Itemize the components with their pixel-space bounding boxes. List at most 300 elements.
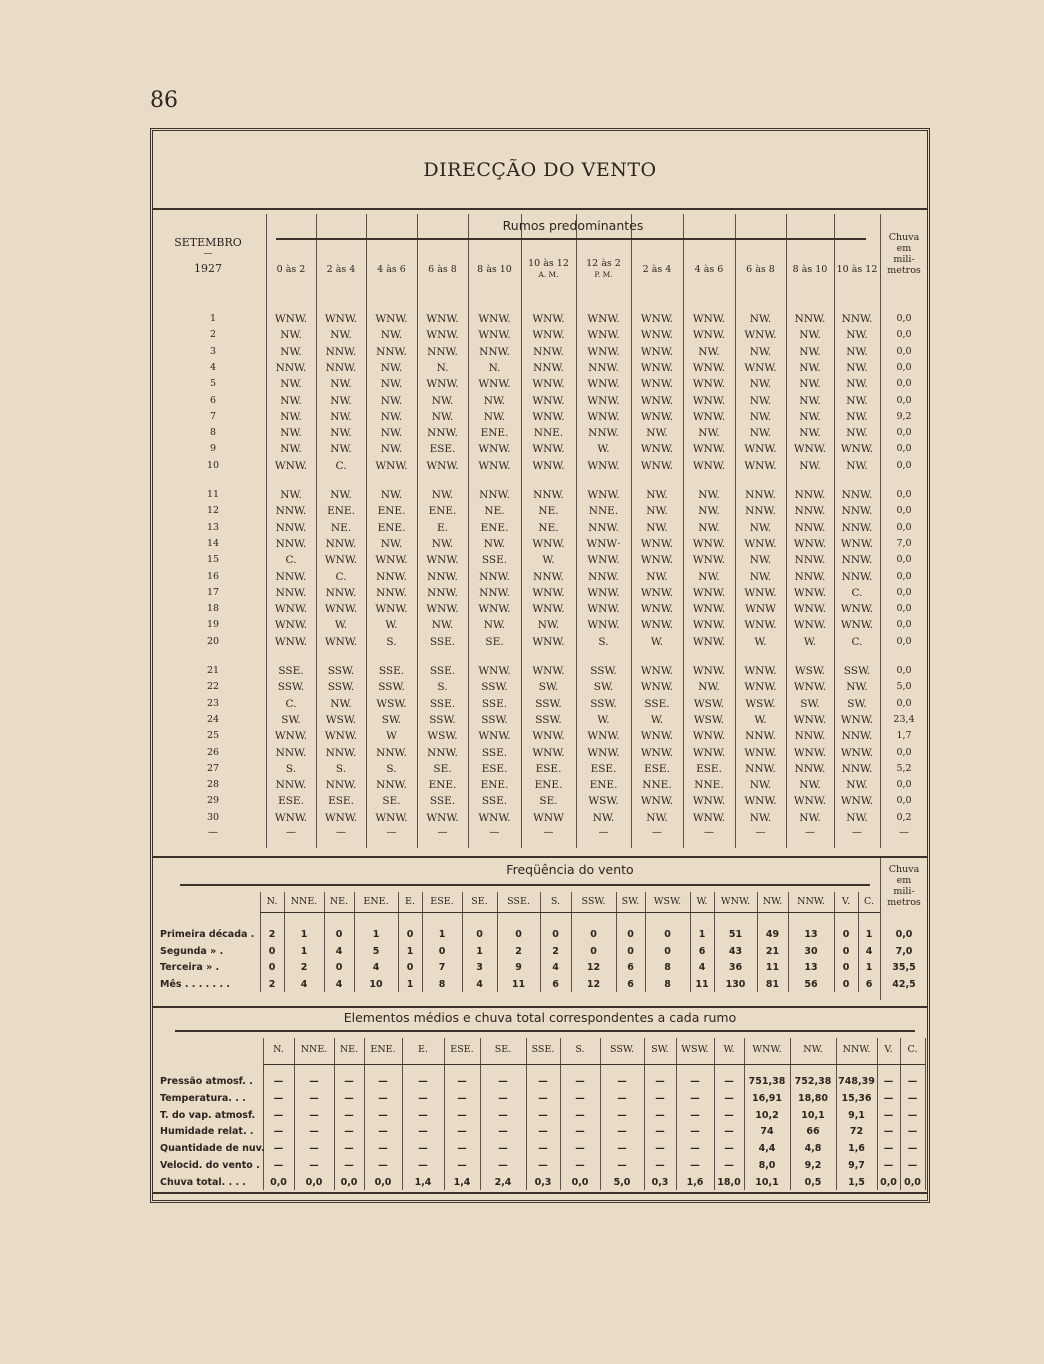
wind-direction-cell: WNW. (692, 361, 726, 374)
element-cell: — (538, 1126, 548, 1138)
direction-header: NNW. (842, 1044, 871, 1055)
wind-direction-cell: ESE. (535, 762, 562, 775)
frequency-cell: 4 (698, 962, 706, 973)
wind-direction-cell: SSE. (481, 554, 508, 567)
wind-direction-cell: WNW. (587, 746, 620, 759)
frequency-cell: 1 (865, 929, 873, 940)
frequency-cell: 4 (865, 945, 873, 957)
rain-cell: 5,0 (896, 681, 912, 693)
day-number: 23 (206, 697, 220, 709)
wind-direction-cell: S. (335, 762, 347, 775)
wind-direction-cell: NNW. (479, 489, 510, 501)
rain-cell: 0,0 (896, 521, 912, 533)
rumos-heading: Rumos predominantes (502, 218, 644, 233)
wind-direction-cell: NNE. (533, 427, 564, 440)
day-number: 27 (206, 762, 220, 774)
wind-direction-cell: WNW. (274, 619, 308, 632)
wind-direction-cell: WNW. (478, 378, 511, 391)
frequency-cell: 0 (268, 945, 276, 957)
wind-direction-cell: WNW. (587, 345, 620, 358)
element-cell: — (457, 1109, 467, 1121)
rain-cell: 0,0 (896, 505, 912, 517)
element-cell: 18,80 (797, 1092, 829, 1104)
wind-direction-cell: NW. (280, 378, 302, 391)
wind-direction-cell: WNW. (375, 313, 408, 325)
wind-direction-cell: WNW. (793, 586, 827, 599)
element-cell: — (575, 1160, 585, 1171)
wind-direction-cell: NW. (380, 427, 403, 440)
rain-heading-line: metros (887, 897, 921, 908)
element-cell: — (344, 1109, 354, 1121)
wind-direction-cell: NW. (749, 345, 772, 358)
wind-direction-cell: NNW. (427, 427, 458, 440)
wind-direction-cell: NW. (698, 427, 720, 440)
wind-direction-cell: NW. (646, 570, 668, 583)
rain-cell: 1,7 (896, 730, 912, 742)
direction-header: E. (418, 1044, 428, 1055)
element-cell: — (498, 1109, 508, 1121)
frequency-cell: 2 (268, 978, 276, 990)
heading-brace (180, 884, 870, 886)
day-number: 3 (209, 345, 217, 357)
wind-direction-cell: WNW. (426, 554, 459, 567)
wind-direction-cell: WNW. (692, 378, 726, 391)
rain-heading-line: Chuva (888, 864, 920, 875)
direction-header: V. (841, 896, 851, 907)
column-rule (880, 214, 881, 848)
element-cell: — (575, 1143, 585, 1155)
element-cell: — (457, 1092, 467, 1104)
element-cell: 748,39 (838, 1076, 875, 1087)
frequency-cell: 1 (476, 945, 483, 957)
wind-direction-cell: NW. (799, 427, 821, 440)
wind-direction-cell: NNW. (745, 730, 776, 743)
frequency-heading: Freqüência do vento (506, 862, 634, 877)
element-cell: — (273, 1126, 284, 1138)
wind-direction-cell: NNW. (275, 537, 307, 550)
wind-direction-cell: WNW. (692, 394, 726, 407)
element-cell: — (273, 1143, 284, 1155)
element-cell: — (378, 1076, 388, 1087)
day-number: 5 (209, 378, 217, 390)
rain-cell: 0,0 (896, 313, 912, 324)
wind-direction-cell: WNW. (375, 603, 408, 616)
dash: — (489, 827, 500, 838)
wind-direction-cell: NNW. (325, 361, 357, 374)
wind-direction-cell: NNW. (325, 537, 357, 550)
element-cell: — (498, 1092, 508, 1104)
element-cell: 1,4 (453, 1176, 471, 1188)
rain-cell: 7,0 (896, 537, 912, 549)
frequency-cell: 0 (335, 929, 343, 940)
header-rule (263, 1064, 925, 1065)
wind-direction-cell: NW. (380, 410, 403, 423)
day-number: 1 (209, 313, 217, 324)
element-cell: — (309, 1126, 319, 1138)
wind-direction-cell: WNW. (587, 619, 620, 632)
element-cell: — (690, 1092, 700, 1104)
wind-direction-cell: SSE. (429, 665, 456, 677)
wind-direction-cell: NW. (330, 394, 352, 407)
wind-direction-cell: NNW. (588, 361, 619, 374)
element-cell: 10,2 (755, 1109, 779, 1121)
wind-direction-cell: NNW. (275, 570, 307, 583)
wind-direction-cell: WNW. (478, 811, 511, 824)
rain-cell: 0,0 (896, 489, 912, 500)
day-number: 11 (206, 489, 220, 500)
element-cell: 0,0 (305, 1176, 323, 1188)
frequency-cell: 0 (476, 929, 483, 940)
element-cell: 18,0 (717, 1176, 741, 1188)
direction-header: S. (575, 1044, 585, 1055)
wind-direction-cell: NW. (330, 427, 352, 440)
wind-direction-cell: WNW. (426, 811, 459, 824)
heading-brace (276, 238, 866, 240)
wind-direction-cell: NW. (749, 313, 772, 325)
wind-direction-cell: WNW. (744, 329, 777, 342)
wind-direction-cell: NNW. (275, 361, 307, 374)
wind-direction-cell: ENE. (377, 505, 406, 518)
wind-direction-cell: ENE. (480, 521, 509, 534)
day-number: 21 (206, 665, 220, 676)
rain-cell: 0,0 (896, 603, 912, 615)
wind-direction-cell: NW. (380, 394, 403, 407)
direction-header: W. (723, 1044, 735, 1055)
day-number: 8 (209, 427, 217, 439)
element-cell: — (655, 1076, 665, 1087)
wind-direction-cell: ENE. (428, 505, 457, 518)
element-cell: 0,0 (880, 1176, 897, 1188)
wind-direction-cell: WNW. (692, 329, 726, 342)
element-cell: 751,38 (748, 1076, 786, 1087)
wind-direction-cell: NW. (280, 489, 302, 501)
wind-direction-cell: W. (542, 554, 555, 567)
wind-direction-cell: NW. (483, 394, 506, 407)
wind-direction-cell: SSE. (429, 795, 456, 808)
wind-direction-cell: WNW. (640, 459, 674, 472)
element-cell: — (907, 1143, 918, 1155)
frequency-cell: 4 (335, 945, 343, 957)
element-cell: — (378, 1109, 388, 1121)
wind-direction-cell: SE. (382, 795, 401, 808)
wind-direction-cell: SSE. (429, 697, 456, 710)
wind-direction-cell: WNW. (793, 713, 827, 726)
wind-direction-cell: NW. (280, 443, 302, 456)
element-cell: — (575, 1092, 585, 1104)
wind-direction-cell: S. (285, 762, 297, 775)
frequency-cell: 8 (664, 978, 671, 990)
element-cell: — (907, 1109, 918, 1121)
element-cell: — (655, 1143, 665, 1155)
wind-direction-cell: SSW. (590, 665, 617, 677)
wind-direction-cell: NW. (646, 521, 668, 534)
wind-direction-cell: SE. (485, 635, 504, 648)
element-cell: 0,0 (340, 1176, 358, 1188)
row-label: Quantidade de nuv. (160, 1143, 265, 1155)
element-cell: 1,5 (848, 1176, 865, 1188)
wind-direction-cell: NNE. (694, 779, 724, 792)
wind-direction-cell: WSW. (325, 713, 357, 726)
wind-direction-cell: ENE. (589, 779, 618, 792)
wind-direction-cell: WNW. (840, 443, 874, 456)
wind-direction-cell: NW. (431, 394, 454, 407)
dash: — (437, 827, 448, 838)
day-number: 18 (206, 603, 220, 615)
wind-direction-cell: WNW. (375, 459, 408, 472)
wind-direction-cell: WNW. (274, 635, 308, 648)
wind-direction-cell: NW. (646, 427, 668, 440)
wind-direction-cell: NNW. (588, 521, 619, 534)
wind-direction-cell: NW. (799, 361, 821, 374)
frequency-cell: 43 (728, 945, 743, 957)
wind-direction-cell: NW. (280, 394, 302, 407)
wind-direction-cell: WNW. (532, 459, 565, 472)
wind-direction-cell: WNW. (324, 730, 358, 743)
element-cell: — (724, 1076, 734, 1087)
wind-direction-cell: WNW. (640, 586, 674, 599)
wind-direction-cell: NNW. (427, 586, 458, 599)
element-cell: — (883, 1143, 894, 1155)
direction-header: ESE. (450, 1044, 474, 1055)
wind-direction-cell: WNW. (692, 635, 726, 648)
wind-direction-cell: NW. (698, 681, 720, 694)
wind-direction-cell: WNW. (744, 619, 777, 632)
direction-header: NW. (803, 1044, 823, 1055)
element-cell: — (457, 1126, 467, 1138)
rain-heading-line: mili- (893, 886, 915, 897)
frequency-cell: 2 (552, 945, 559, 957)
rain-cell: 0,0 (895, 929, 913, 940)
rain-cell: 0,0 (896, 427, 912, 439)
frequency-cell: 130 (725, 978, 746, 990)
wind-direction-cell: S. (386, 635, 397, 648)
time-column-header: 6 às 8 (428, 264, 457, 275)
rain-heading-line: metros (887, 265, 921, 276)
element-cell: — (617, 1143, 627, 1155)
element-cell: — (344, 1126, 354, 1138)
dash: — (208, 827, 218, 838)
wind-direction-cell: WNW. (640, 537, 674, 550)
wind-direction-cell: NW. (380, 378, 403, 391)
direction-header: ESE. (430, 896, 454, 907)
frequency-cell: 2 (515, 945, 522, 957)
rain-cell: 42,5 (892, 978, 916, 990)
wind-direction-cell: WNW. (744, 795, 777, 808)
wind-direction-cell: WNW. (478, 730, 511, 743)
direction-header: NE. (339, 1044, 359, 1055)
wind-direction-cell: SE. (433, 762, 452, 775)
wind-direction-cell: WNW. (587, 603, 620, 616)
dash: — (386, 827, 397, 838)
wind-direction-cell: NW. (698, 570, 720, 583)
wind-direction-cell: WNW. (840, 603, 874, 616)
wind-direction-cell: NNW. (275, 746, 307, 759)
element-cell: 1,4 (414, 1176, 432, 1188)
frequency-cell: 1 (865, 962, 873, 973)
wind-direction-cell: ESE. (481, 762, 508, 775)
frequency-cell: 56 (804, 978, 818, 990)
row-label: T. do vap. atmosf. (160, 1109, 256, 1121)
element-cell: — (378, 1143, 388, 1155)
element-cell: — (418, 1076, 428, 1087)
element-cell: 0,0 (270, 1176, 287, 1188)
direction-header: WSW. (681, 1044, 709, 1055)
wind-direction-cell: NW. (330, 443, 352, 456)
frequency-cell: 12 (586, 962, 601, 973)
wind-direction-cell: NNE. (642, 779, 672, 792)
element-cell: 15,36 (841, 1092, 872, 1104)
frequency-cell: 0 (842, 929, 850, 940)
wind-direction-cell: WNW. (274, 811, 308, 824)
wind-direction-cell: NW. (698, 505, 720, 518)
rain-cell: 0,2 (896, 811, 912, 823)
wind-direction-cell: WNW. (426, 329, 459, 342)
frequency-cell: 6 (552, 978, 559, 990)
time-column-header: 0 às 2 (276, 264, 306, 275)
element-cell: — (655, 1092, 665, 1104)
frequency-cell: 0 (552, 929, 559, 940)
wind-direction-cell: NNW. (841, 313, 873, 325)
wind-direction-cell: WNW. (793, 746, 827, 759)
wind-direction-cell: WNW. (587, 554, 620, 567)
rain-cell: 0,0 (896, 394, 912, 406)
element-cell: 2,4 (494, 1176, 512, 1188)
wind-direction-cell: WNW. (640, 410, 674, 423)
rain-cell: 0,0 (896, 795, 912, 807)
wind-direction-cell: WNW. (478, 665, 511, 677)
rain-cell: 0,0 (896, 665, 912, 676)
rain-cell: 0,0 (896, 746, 912, 758)
wind-direction-cell: WNW. (840, 537, 874, 550)
wind-direction-cell: WNW. (692, 746, 726, 759)
wind-direction-cell: WNW. (744, 665, 777, 677)
section-rule (153, 1006, 927, 1008)
dash: — (336, 827, 346, 838)
wind-direction-cell: WSW. (794, 665, 826, 677)
day-number: 4 (209, 361, 217, 373)
element-cell: 72 (849, 1126, 864, 1138)
wind-direction-cell: W. (385, 619, 398, 632)
wind-direction-cell: WNW. (692, 459, 726, 472)
wind-direction-cell: WNW. (744, 746, 777, 759)
wind-direction-cell: WNW. (532, 586, 565, 599)
wind-direction-cell: WNW. (840, 746, 874, 759)
direction-header: SSW. (581, 896, 606, 907)
dash: — (704, 827, 714, 838)
wind-direction-cell: WNW. (692, 811, 726, 824)
wind-direction-cell: NW. (846, 681, 868, 694)
row-label: Segunda » . (160, 945, 224, 957)
rain-cell: 0,0 (896, 378, 912, 390)
wind-direction-cell: NE. (538, 521, 559, 534)
element-cell: 9,1 (848, 1109, 865, 1121)
wind-direction-cell: NW. (846, 811, 868, 824)
wind-direction-cell: NNW. (325, 345, 357, 358)
element-cell: — (418, 1143, 428, 1155)
wind-direction-cell: WNW. (324, 603, 358, 616)
rain-cell: 0,0 (896, 697, 912, 709)
element-cell: — (538, 1143, 548, 1155)
dash: — (805, 827, 815, 838)
direction-header: NW. (762, 896, 783, 907)
wind-direction-cell: NW. (749, 779, 772, 792)
frequency-cell: 2 (268, 929, 276, 940)
dash: — (286, 827, 296, 838)
day-number: 25 (206, 730, 220, 742)
frequency-cell: 4 (372, 962, 380, 973)
time-column-header: 10 às 12 (836, 264, 878, 275)
element-cell: — (883, 1109, 894, 1121)
wind-direction-cell: WNW. (640, 345, 674, 358)
row-label: Temperatura. . . (160, 1092, 246, 1104)
separator: — (203, 249, 213, 259)
wind-direction-cell: C. (335, 570, 347, 583)
wind-direction-cell: W. (754, 713, 767, 726)
element-cell: — (418, 1160, 428, 1171)
wind-direction-cell: NW. (749, 554, 772, 567)
row-label: Primeira década . (160, 929, 255, 940)
frequency-cell: 0 (842, 962, 850, 973)
wind-direction-cell: C. (335, 459, 347, 472)
frequency-cell: 0 (664, 929, 671, 940)
day-number: 29 (206, 795, 220, 807)
element-cell: 1,6 (848, 1143, 865, 1155)
element-cell: — (457, 1143, 467, 1155)
wind-direction-cell: SSW. (535, 713, 562, 726)
wind-direction-cell: WNW. (793, 603, 827, 616)
row-label: Terceira » . (160, 962, 220, 973)
frequency-cell: 3 (476, 962, 483, 973)
frequency-cell: 6 (698, 945, 706, 957)
frequency-cell: 7 (438, 962, 446, 973)
element-cell: — (378, 1160, 388, 1171)
wind-direction-cell: NW. (799, 459, 821, 472)
wind-direction-cell: NW. (749, 570, 772, 583)
element-cell: 0,3 (534, 1176, 552, 1188)
wind-direction-cell: WNW. (692, 665, 726, 677)
rain-cell: 0,0 (896, 361, 912, 373)
wind-direction-cell: WNW. (744, 537, 777, 550)
wind-direction-cell: WNW. (744, 361, 777, 374)
wind-direction-cell: S. (598, 635, 609, 648)
element-cell: — (655, 1109, 665, 1121)
wind-direction-cell: W. (754, 635, 767, 648)
rain-cell: 0,0 (896, 586, 912, 598)
wind-direction-cell: WNW. (532, 313, 565, 325)
wind-direction-cell: SSE. (278, 665, 304, 677)
wind-direction-cell: SSW. (481, 713, 508, 726)
wind-direction-cell: SSW. (327, 681, 355, 694)
wind-direction-cell: NW. (483, 537, 506, 550)
wind-direction-cell: NW. (749, 378, 772, 391)
column-rule (880, 858, 881, 1000)
wind-direction-cell: NNW. (479, 345, 510, 358)
direction-header: SW. (621, 896, 640, 907)
wind-direction-cell: NW. (799, 329, 821, 342)
frequency-cell: 36 (728, 962, 743, 973)
rain-cell: 0,0 (896, 619, 912, 631)
wind-direction-cell: WNW. (324, 811, 358, 824)
frequency-cell: 0 (335, 962, 343, 973)
wind-direction-cell: WSW. (693, 697, 725, 710)
wind-direction-cell: NNW. (376, 746, 407, 759)
frequency-cell: 11 (765, 962, 780, 973)
wind-direction-cell: WNW. (640, 554, 674, 567)
wind-direction-cell: NNW. (533, 570, 564, 583)
wind-direction-cell: WNW. (692, 443, 726, 456)
row-label: Velocid. do vento . (160, 1160, 260, 1171)
wind-direction-cell: WNW. (375, 811, 408, 824)
